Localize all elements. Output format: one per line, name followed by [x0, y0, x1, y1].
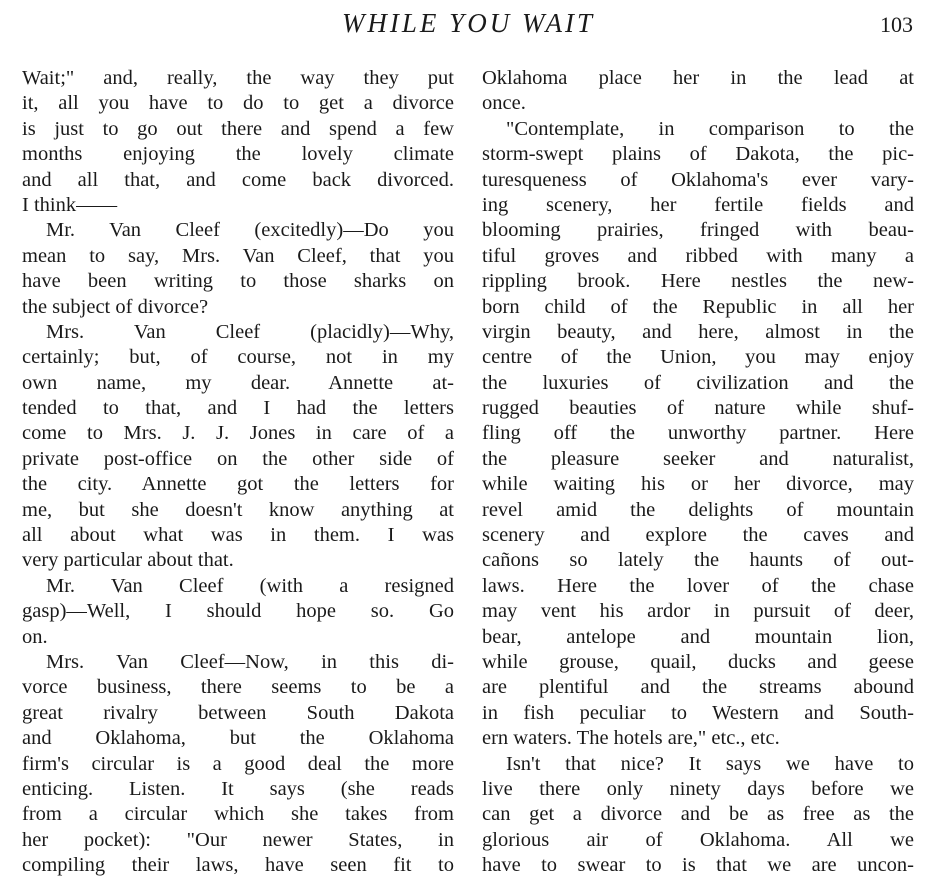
text-line: born child of the Republic in all her — [482, 295, 914, 318]
text-line: the city. Annette got the letters for — [22, 473, 454, 496]
text-line: revel amid the delights of mountain — [482, 498, 914, 521]
text-line: mean to say, Mrs. Van Cleef, that you — [22, 244, 454, 267]
running-title: WHILE YOU WAIT — [341, 8, 596, 38]
text-line: great rivalry between South Dakota — [22, 701, 454, 724]
page-header — [0, 8, 937, 42]
text-line: the luxuries of civilization and the — [482, 371, 914, 394]
text-line: me, but she doesn't know anything at — [22, 498, 454, 521]
text-line: very particular about that. — [22, 549, 234, 572]
text-line: glorious air of Oklahoma. All we — [482, 828, 914, 851]
text-line: months enjoying the lovely climate — [22, 143, 454, 166]
text-line: tended to that, and I had the letters — [22, 397, 454, 420]
text-line: and all that, and come back divorced. — [22, 168, 454, 191]
text-line: Oklahoma place her in the lead at — [482, 67, 914, 89]
text-line: Mrs. Van Cleef—Now, in this di- — [46, 650, 454, 673]
text-line: from a circular which she takes from — [22, 803, 454, 826]
text-line: ing scenery, her fertile fields and — [482, 193, 914, 216]
text-line: own name, my dear. Annette at- — [22, 371, 454, 394]
text-line: can get a divorce and be as free as the — [482, 803, 914, 826]
text-line: firm's circular is a good deal the more — [22, 752, 454, 775]
text-line: all about what was in them. I was — [22, 524, 454, 547]
text-line: Isn't that nice? It says we have to — [506, 752, 914, 775]
text-line: gasp)—Well, I should hope so. Go — [22, 600, 454, 623]
text-line: ern waters. The hotels are," etc., etc. — [482, 727, 780, 750]
text-line: live there only ninety days before we — [482, 777, 914, 800]
text-line: once. — [482, 92, 526, 115]
text-line: laws. Here the lover of the chase — [482, 574, 914, 597]
text-line: is just to go out there and spend a few — [22, 117, 454, 140]
text-line: tiful groves and ribbed with many a — [482, 244, 914, 267]
text-line: virgin beauty, and here, almost in the — [482, 320, 914, 343]
text-line: fling off the unworthy partner. Here — [482, 422, 914, 445]
text-line: scenery and explore the caves and — [482, 524, 914, 547]
text-line: have been writing to those sharks on — [22, 270, 454, 293]
text-line: are plentiful and the streams abound — [482, 676, 914, 699]
text-line: may vent his ardor in pursuit of deer, — [482, 600, 914, 623]
text-line: the subject of divorce? — [22, 295, 209, 318]
text-line: "Contemplate, in comparison to the — [506, 117, 914, 140]
text-line: vorce business, there seems to be a — [22, 676, 454, 699]
text-line: bear, antelope and mountain lion, — [482, 625, 914, 648]
text-line: while grouse, quail, ducks and geese — [482, 650, 914, 673]
text-line: it, all you have to do to get a divorce — [22, 92, 454, 115]
text-line: her pocket): "Our newer States, in — [22, 828, 454, 851]
text-line: on. — [22, 625, 48, 648]
text-line: have to swear to is that we are uncon- — [482, 854, 914, 877]
text-line: Wait;" and, really, the way they put — [22, 67, 454, 89]
text-line: turesqueness of Oklahoma's ever vary- — [482, 168, 914, 191]
text-line: rippling brook. Here nestles the new- — [482, 270, 914, 293]
text-line: cañons so lately the haunts of out- — [482, 549, 914, 572]
text-line: enticing. Listen. It says (she reads — [22, 777, 454, 800]
text-line: I think—— — [22, 193, 118, 216]
text-line: certainly; but, of course, not in my — [22, 346, 454, 369]
text-line: compiling their laws, have seen fit to — [22, 854, 454, 877]
text-line: while waiting his or her divorce, may — [482, 473, 914, 496]
text-line: blooming prairies, fringed with beau- — [482, 219, 914, 242]
page-number: 103 — [880, 12, 913, 37]
text-line: centre of the Union, you may enjoy — [482, 346, 914, 369]
text-line: private post-office on the other side of — [22, 447, 454, 470]
right-column — [482, 66, 914, 879]
text-line: Mr. Van Cleef (with a resigned — [46, 574, 454, 597]
text-line: Mrs. Van Cleef (placidly)—Why, — [46, 320, 454, 343]
text-line: in fish peculiar to Western and South- — [482, 701, 914, 724]
text-line: rugged beauties of nature while shuf- — [482, 397, 914, 420]
left-column — [22, 66, 454, 879]
text-line: Mr. Van Cleef (excitedly)—Do you — [46, 219, 454, 242]
text-line: storm-swept plains of Dakota, the pic- — [482, 143, 914, 166]
text-line: and Oklahoma, but the Oklahoma — [22, 727, 454, 750]
text-line: the pleasure seeker and naturalist, — [482, 447, 914, 470]
text-line: come to Mrs. J. J. Jones in care of a — [22, 422, 454, 445]
